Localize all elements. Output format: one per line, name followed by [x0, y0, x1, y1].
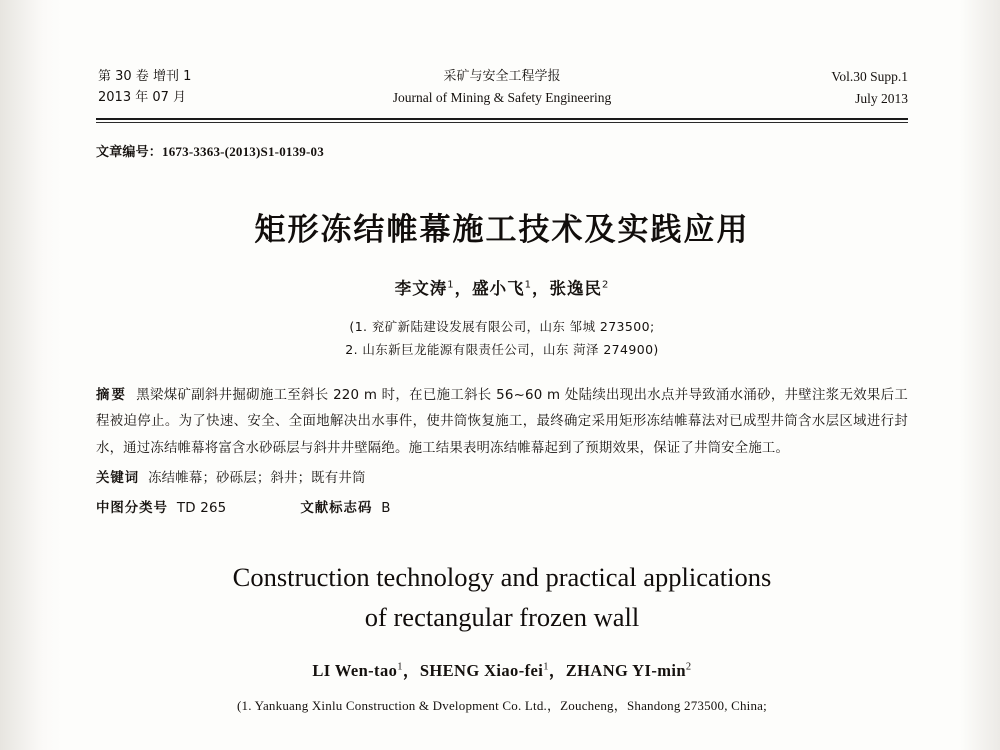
author-name: ZHANG YI-min	[565, 661, 686, 681]
abstract-label: 摘要	[96, 388, 128, 404]
abstract-cn	[96, 383, 908, 461]
affiliation-cn-2: 2. 山东新巨龙能源有限责任公司，山东 菏泽 274900)	[345, 342, 659, 358]
running-head-center	[96, 66, 908, 110]
header-rule-thick	[96, 118, 908, 120]
page-content	[96, 0, 908, 750]
header-rule-thin	[96, 122, 908, 123]
author-name: SHENG Xiao-fei	[419, 661, 544, 681]
author-name: 张逸民	[549, 279, 602, 298]
doc-code-value: B	[381, 500, 391, 516]
abstract-text: 黑梁煤矿副斜井掘砌施工至斜长 220 m 时，在已施工斜长 56~60 m 处陆续出现出水点并导致涌水涌砂，井壁注浆无效果后工程被迫停止。为了快速、安全、全面地解决出水事件，使井筒恢复施工，最终确定采用矩形冻结帷幕法对已成型井筒含水层区域进行封水，通过冻结帷幕将富含水砂砾层与斜井井壁隔绝。施工结果表明冻结帷幕起到了预期效果，保证了井筒安全施工。	[96, 388, 908, 456]
clc-value: TD 265	[176, 500, 227, 516]
title-en-line2: of rectangular frozen wall	[364, 601, 640, 632]
authors-cn-names: 李文涛$^1$，盛小飞$^1$，张逸民$^2$	[394, 279, 610, 298]
affiliation-cn-1: (1. 兖矿新陆建设发展有限公司，山东 邹城 273500;	[349, 319, 655, 334]
volume-issue: 第 30 卷 增刊 1	[98, 69, 192, 84]
running-head-right	[831, 66, 908, 111]
title-cn: 矩形冻结帷幕施工技术及实践应用	[254, 212, 750, 248]
journal-title-en: Journal of Mining & Safety Engineering	[392, 90, 612, 106]
affiliation-en-1: (1. Yankuang Xinlu Construction & Dvelopment Co. Ltd.，Zoucheng，Shandong 273500, China;	[237, 698, 767, 714]
keywords-label: 关键词	[96, 470, 140, 486]
author-affiliation-mark: 1	[397, 661, 403, 673]
authors-cn	[96, 275, 908, 299]
clc-line	[96, 496, 908, 522]
author-name: 盛小飞	[472, 279, 525, 298]
keywords-cn	[96, 466, 908, 492]
running-head	[96, 66, 908, 112]
clc-label: 中图分类号	[96, 500, 168, 516]
author-affiliation-mark: 2	[685, 661, 692, 673]
affiliations-en	[96, 695, 908, 714]
affiliations-cn	[96, 315, 908, 361]
author-affiliation-mark: 2	[601, 279, 610, 291]
author-name: 李文涛	[394, 279, 448, 298]
authors-en-names: LI Wen-tao$^1$，SHENG Xiao-fei$^1$，ZHANG $YI-\min^2$	[312, 661, 692, 681]
title-en-line1: Construction technology and practical applications	[232, 561, 772, 592]
volume-issue-en: Vol.30 Supp.1	[831, 69, 908, 84]
issue-date-cn: 2013 年 07 月	[98, 90, 187, 106]
issue-date-en: July 2013	[855, 91, 908, 107]
article-number-label: 文章编号：	[96, 145, 163, 160]
author-affiliation-mark: 1	[447, 279, 455, 291]
journal-title-cn: 采矿与安全工程学报	[443, 69, 561, 84]
doc-code-label: 文献标志码	[300, 500, 373, 516]
keywords-text: 冻结帷幕；砂砾层；斜井；既有井筒	[148, 470, 366, 486]
article-number	[96, 141, 908, 160]
author-name: LI Wen-tao	[312, 661, 398, 681]
title-en	[96, 558, 908, 638]
author-affiliation-mark: 1	[543, 661, 549, 673]
authors-en	[96, 657, 908, 681]
article-number-value: 1673-3363-(2013)S1-0139-03	[162, 144, 324, 159]
author-affiliation-mark: 1	[524, 279, 532, 291]
